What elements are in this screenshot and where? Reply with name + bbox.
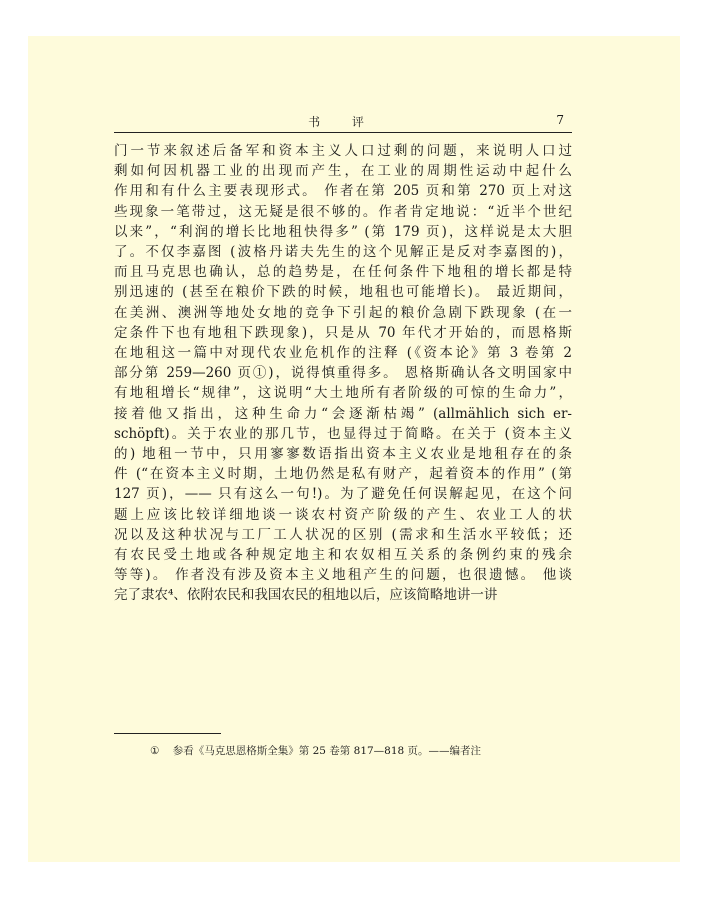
text-line: 部分第 259—260 页①)，说得慎重得多。 恩格斯确认各文明国家中 [114, 365, 572, 382]
body-text [114, 141, 572, 606]
text-line: 门一节来叙述后备军和资本主义人口过剩的问题，来说明人口过 [114, 143, 572, 159]
text-line: 的) 地租一节中，只用寥寥数语指出资本主义农业是地租存在的条 [114, 446, 572, 463]
footnote-mark: ① [150, 745, 160, 757]
footnote-text: 参看《马克思恩格斯全集》第 25 卷第 817—818 页。——编者注 [172, 745, 482, 757]
footnote [150, 743, 481, 758]
text-line: 题上应该比较详细地谈一谈农村资产阶级的产生、农业工人的状 [114, 506, 572, 523]
text-line: 有地租增长“规律”，这说明“大土地所有者阶级的可惊的生命力”， [114, 385, 572, 402]
text-line: 以来”，“利润的增长比地租快得多” (第 179 页)，这样说是太大胆 [114, 223, 572, 240]
text-line: 作用和有什么主要表现形式。 作者在第 205 页和第 270 页上对这 [114, 183, 572, 200]
text-line: 在美洲、澳洲等地处女地的竞争下引起的粮价急剧下跌现象 (在一 [114, 304, 572, 321]
text-line: 别迅速的 (甚至在粮价下跌的时候，地租也可能增长)。 最近期间， [114, 284, 572, 301]
text-line: 况以及这种状况与工厂工人状况的区别 (需求和生活水平较低；还 [114, 526, 572, 543]
text-line: 定条件下也有地租下跌现象)，只是从 70 年代才开始的，而恩格斯 [114, 324, 572, 341]
text-line: 了。不仅李嘉图 (波格丹诺夫先生的这个见解正是反对李嘉图的)， [114, 244, 572, 261]
text-line: 剩如何因机器工业的出现而产生，在工业的周期性运动中起什么 [114, 163, 572, 180]
text-line: 接着他又指出，这种生命力“会逐渐枯竭” (allmählich sich er- [114, 405, 572, 422]
text-line: 有农民受土地或各种规定地主和农奴相互关系的条例约束的残余 [114, 547, 572, 564]
text-line: 件 (“在资本主义时期，土地仍然是私有财产，起着资本的作用” (第 [114, 466, 572, 483]
text-line: 在地租这一篇中对现代农业危机作的注释 (《资本论》第 3 卷第 2 [114, 345, 572, 362]
text-line: 完了隶农⁴、依附农民和我国农民的租地以后，应该简略地讲一讲 [114, 587, 498, 604]
page-number: 7 [556, 113, 564, 127]
running-header [114, 112, 572, 133]
text-line: 而且马克思也确认，总的趋势是，在任何条件下地租的增长都是特 [114, 264, 572, 281]
header-title: 书 评 [308, 115, 378, 129]
text-line: 127 页)，—— 只有这么一句!)。为了避免任何误解起见，在这个问 [114, 486, 572, 503]
text-line: schöpft)。关于农业的那几节，也显得过于简略。在关于 (资本主义 [114, 425, 572, 442]
footnote-separator [114, 733, 221, 734]
text-line: 等等)。 作者没有涉及资本主义地租产生的问题，也很遗憾。 他谈 [114, 567, 572, 584]
text-line: 些现象一笔带过，这无疑是很不够的。作者肯定地说：“近半个世纪 [114, 203, 572, 220]
